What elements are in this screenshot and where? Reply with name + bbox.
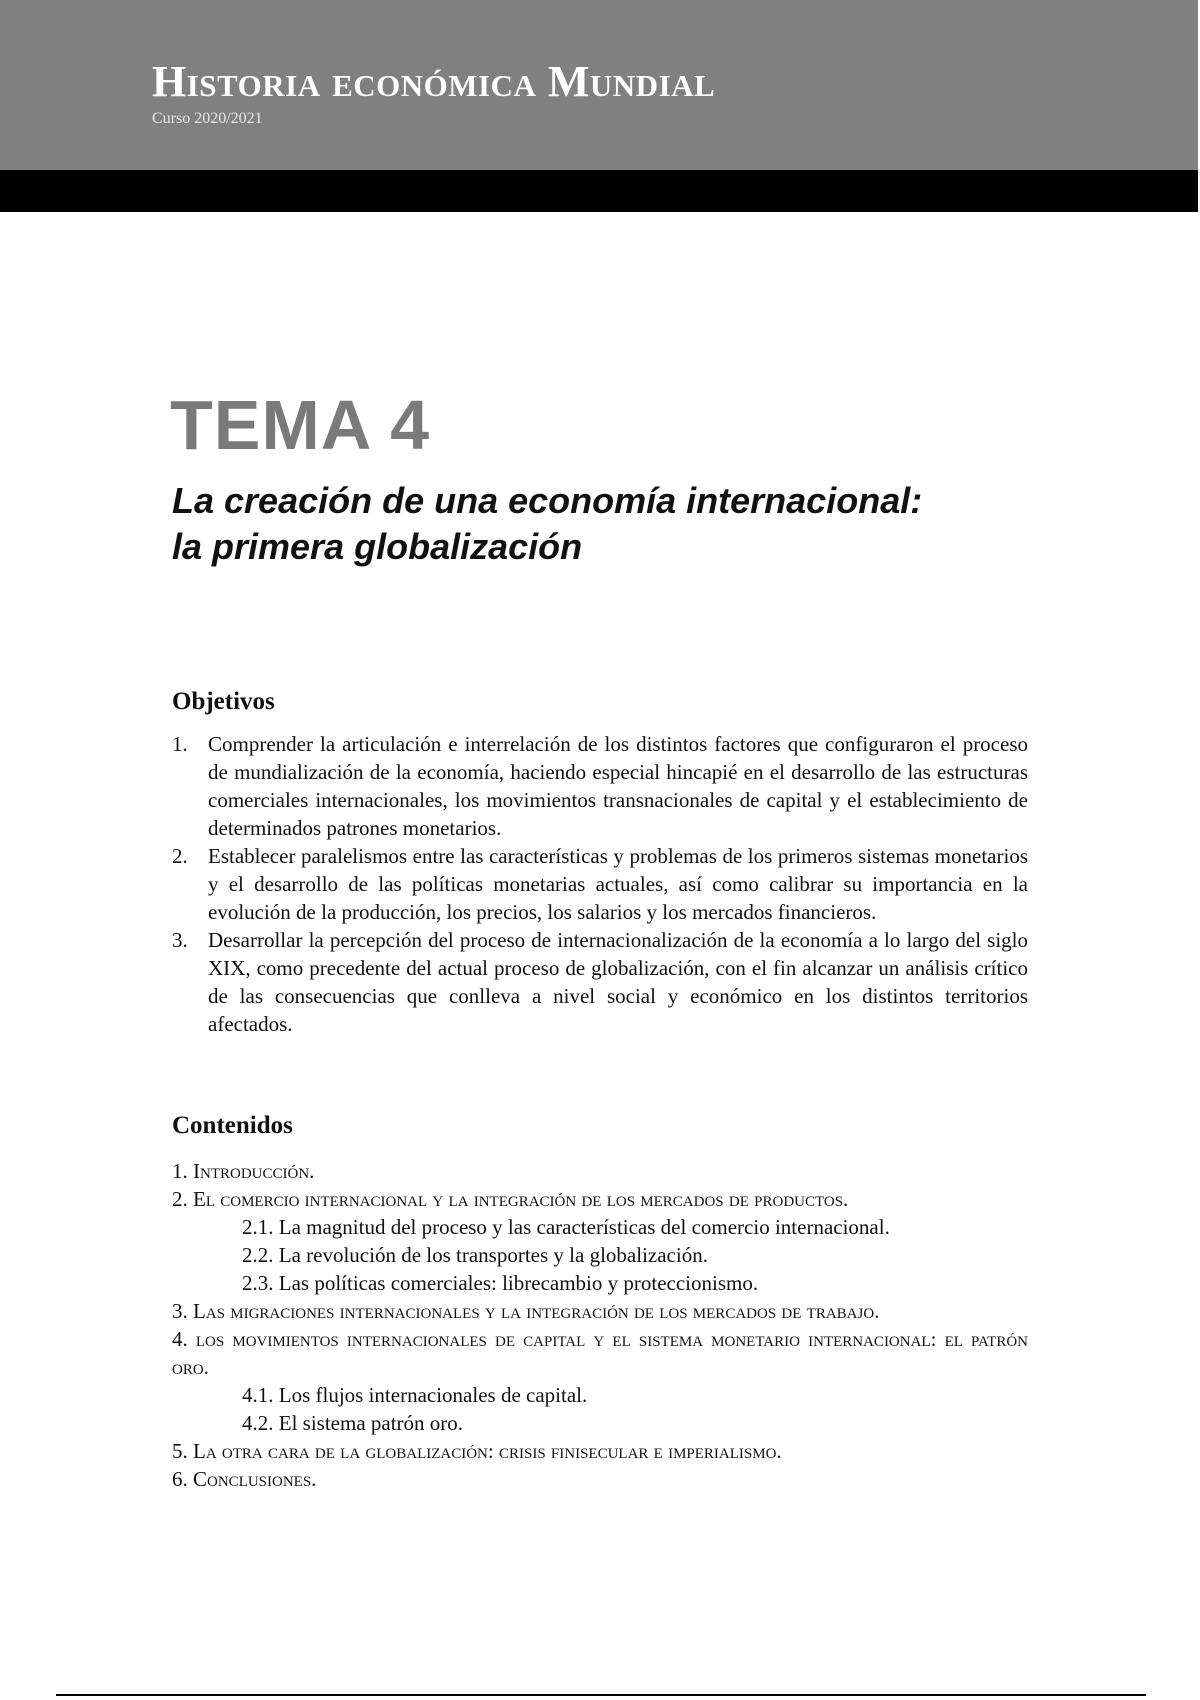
objetivos-list <box>172 730 1028 1038</box>
objetivo-number: 1. <box>172 732 188 756</box>
tema-title-line-2: la primera globalización <box>172 526 583 567</box>
contenido-item-2: 2. El comercio internacional y la integración de los mercados de productos. <box>172 1187 849 1211</box>
contenido-subitem-2-1: 2.1. La magnitud del proceso y las características del comercio internacional. <box>242 1215 890 1239</box>
objetivo-number: 3. <box>172 928 188 952</box>
objetivo-item <box>172 730 1028 842</box>
contenido-item-6: 6. Conclusiones. <box>172 1467 317 1491</box>
contenido-subitem-2-2: 2.2. La revolución de los transportes y la globalización. <box>242 1243 708 1267</box>
footer-rule <box>56 1694 1146 1696</box>
contenido-item-4: 4. los movimientos internacionales de capital y el sistema monetario internacional: el patrón oro. <box>172 1327 1028 1379</box>
contenidos-heading: Contenidos <box>172 1112 293 1139</box>
objetivo-text: Comprender la articulación e interrelación de los distintos factores que configuraron el proceso de mundialización de la economía, haciendo especial hincapié en el desarrollo de las estructuras comerciales internacionales, los movimientos transnacionales de capital y el establecimiento de determinados patrones monetarios. <box>208 732 1028 840</box>
tema-title-line-1: La creación de una economía internacional: <box>172 480 923 521</box>
objetivos-heading: Objetivos <box>172 688 275 715</box>
course-title: Historia económica Mundial <box>152 57 716 106</box>
contenido-subitem-4-2: 4.2. El sistema patrón oro. <box>242 1411 464 1435</box>
contenido-subitem-2-3: 2.3. Las políticas comerciales: librecambio y proteccionismo. <box>242 1271 759 1295</box>
objetivo-item <box>172 842 1028 926</box>
objetivo-text: Establecer paralelismos entre las características y problemas de los primeros sistemas monetarios y el desarrollo de las políticas monetarias actuales, así como calibrar su importancia en la evolución de la producción, los precios, los salarios y los mercados financieros. <box>208 844 1028 924</box>
tema-number: TEMA 4 <box>170 386 431 464</box>
header-black-stripe <box>0 170 1198 212</box>
objetivo-number: 2. <box>172 844 188 868</box>
objetivo-text: Desarrollar la percepción del proceso de internacionalización de la economía a lo largo del siglo XIX, como precedente del actual proceso de globalización, con el fin alcanzar un análisis crítico de las consecuencias que conlleva a nivel social y económico en los distintos territorios afectados. <box>208 928 1028 1036</box>
tema-title <box>172 478 1072 570</box>
contenido-item-5: 5. La otra cara de la globalización: crisis finisecular e imperialismo. <box>172 1439 782 1463</box>
contenido-subitem-4-1: 4.1. Los flujos internacionales de capital. <box>242 1383 588 1407</box>
course-year: Curso 2020/2021 <box>152 110 263 127</box>
contenido-item-1: 1. Introducción. <box>172 1159 315 1183</box>
contenidos-list <box>172 1157 1028 1493</box>
contenido-item-3: 3. Las migraciones internacionales y la integración de los mercados de trabajo. <box>172 1299 880 1323</box>
objetivo-item <box>172 926 1028 1038</box>
